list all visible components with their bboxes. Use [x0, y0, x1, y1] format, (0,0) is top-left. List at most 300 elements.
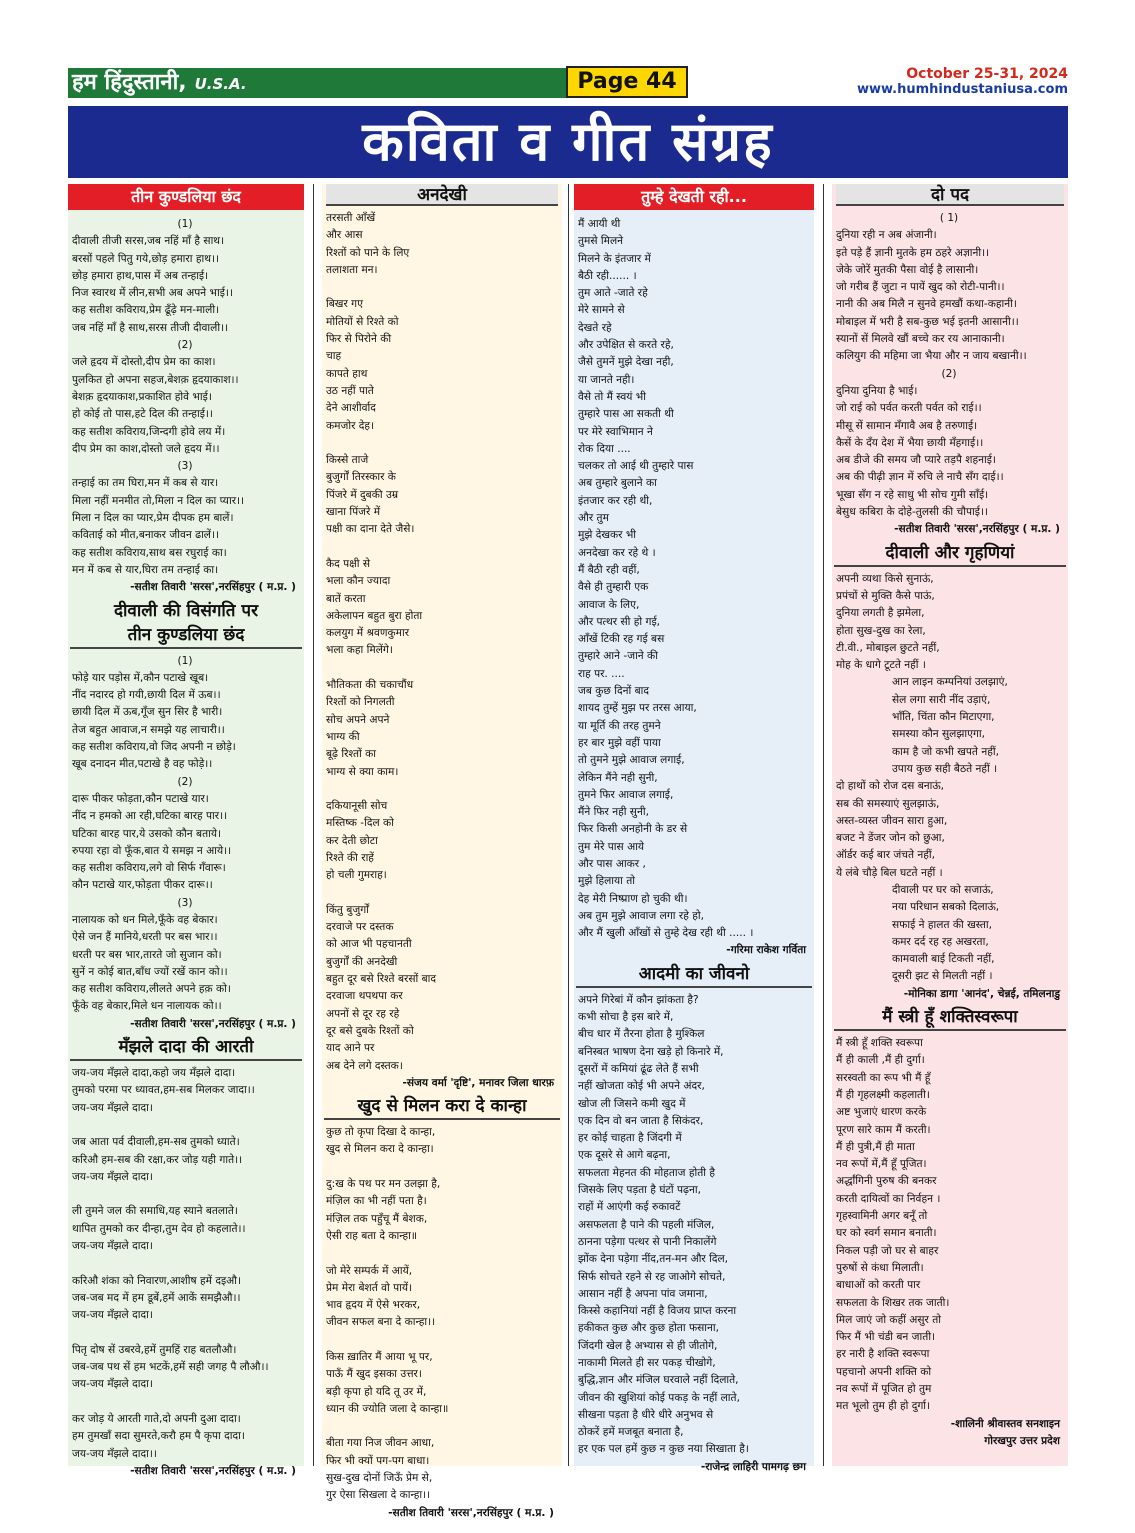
poem-line: मैं ही काली ,मैं ही दुर्गा। — [836, 1054, 925, 1067]
poem-line: दरवाजा थपथपा कर — [326, 990, 403, 1003]
poem-author: -सतीश तिवारी 'सरस',नरसिंहपुर ( म.प्र. ) — [894, 523, 1060, 536]
poem-line: एक दिन वो बन जाता है सिकंदर, — [578, 1114, 704, 1127]
poem-line: मीसू सें सामान मँगावै अब है तरुणाई। — [836, 419, 978, 432]
poem-line: नहीं खोजता कोई भी अपने अंदर, — [578, 1080, 705, 1093]
poem-line: मन में कब से यार,घिरा तम तन्हाई का। — [72, 563, 219, 576]
poem-line: कलियुग की महिमा जा भैया और न जाय बखानी।। — [836, 350, 1027, 363]
poem-line: (2) — [177, 775, 193, 788]
poem-line: या जानते नही। — [578, 373, 635, 386]
poem-line: खोज ली जिसने कमी खुद में — [578, 1097, 686, 1110]
poem-line: जय-जय मँझले दादा।। — [72, 1447, 157, 1460]
poem-line: याद आने पर — [326, 1042, 375, 1055]
poem-line: आसान नहीं है अपना पांव जमाना, — [578, 1287, 708, 1300]
poem-line: जेके जोरें मुतकी पैसा वोई है लासानी। — [836, 263, 979, 276]
poem-line: दु:ख के पथ पर मन उलझा है, — [326, 1178, 441, 1191]
poem-line: आवाज के लिए, — [578, 598, 640, 611]
poem-line: भाव हृदय में ऐसे भरकर, — [326, 1299, 421, 1312]
poem-line: पुलकित हो अपना सहज,बेशक़ हृदयाकाश।। — [72, 373, 239, 386]
poem-line: या मूर्ति की तरह तुमने — [578, 719, 661, 732]
poem-line: पिंजरे में दुबकी उम्र — [326, 488, 399, 501]
poem-line: कह सतीश कविराय,लगे वो सिर्फ गँवारू। — [72, 862, 226, 875]
poem-line: जिसके लिए पड़ता है घंटों पढ़ना, — [578, 1184, 701, 1197]
poem-title — [70, 599, 302, 649]
poem-line: ( 1) — [939, 212, 959, 224]
poem-line: नव रूपों में पूजित हो तुम — [836, 1383, 932, 1395]
poem-line: जय-जय मँझले दादा,कहो जय मँझले दादा। — [72, 1067, 236, 1080]
section-banner: कविता व गीत संग्रह — [68, 106, 1068, 178]
poem-line: उपाय कुछ सही बैठते नहीं । — [892, 762, 998, 775]
poem-line: दारू पीकर फोड़ता,कौन पटाखे यार। — [72, 792, 209, 805]
poem-line: दूर बसे दुबके रिश्तों को — [326, 1024, 414, 1037]
poem-line: जय-जय मँझले दादा। — [72, 1170, 153, 1183]
poem-line: मेरे सामने से — [578, 304, 625, 317]
poem-line: सेल लगा सारी नींद उड़ाएं, — [892, 693, 991, 706]
page-number: Page 44 — [566, 66, 688, 98]
poem-line: कभी सोचा है इस बारे में, — [578, 1011, 674, 1024]
poem-line: झोंक देना पड़ेगा नींद,तन-मन और दिल, — [578, 1253, 729, 1266]
poem-line: दुनिया रही न अब अंजानी। — [836, 229, 937, 242]
poem-line: पर मेरे स्वाभिमान ने — [578, 425, 653, 438]
poem-line: गृहस्वामिनी अगर बनूँ तो — [836, 1210, 928, 1223]
poem-title: अनदेखी — [326, 184, 558, 206]
column-divider — [313, 184, 314, 1466]
poem-line: तुमने फिर आवाज लगाई, — [578, 788, 674, 801]
column-divider — [823, 184, 824, 1466]
column-2 — [322, 184, 562, 1519]
poem-line — [326, 1245, 556, 1262]
poem-line: घटिका बारह पार,ये उसको कौन बताये। — [72, 827, 222, 840]
poem-line: आँखें टिकी रह गई बस — [578, 633, 665, 646]
poem-line: मत भूलो तुम ही हो दुर्गा। — [836, 1400, 931, 1413]
poem-line: फोड़े यार पड़ोस में,कौन पटाखे खूब। — [72, 671, 209, 684]
poem-line: मिल जाएं जो कहीं असुर तो — [836, 1313, 942, 1326]
poem-line: मस्तिष्क -दिल को — [326, 817, 394, 830]
poem-line: आन लाइन कम्पनियां उलझाएं, — [892, 676, 1008, 689]
poem-line: सोच अपने अपने — [326, 713, 390, 726]
poem-title: तीन कुण्डलिया छंद — [68, 184, 304, 210]
poem-line: जो मेरे सम्पर्क में आयें, — [326, 1264, 413, 1277]
poem-line: बीता गया निज जीवन आधा, — [326, 1437, 435, 1450]
poem-line: गुर ऐसा सिखला दे कान्हा।। — [326, 1489, 431, 1502]
poem-line: चाह — [326, 350, 342, 363]
poem-line: वैसे तो मैं स्वयं भी — [578, 390, 646, 403]
column-1 — [68, 184, 304, 1477]
poem-line: बहुत दूर बसे रिश्ते बरसों बाद — [326, 973, 437, 986]
poem-line: पुरुषों से कंधा मिलाती। — [836, 1261, 924, 1274]
poem-line: बातें करता — [326, 592, 366, 605]
poem-line: जब कुछ दिनों बाद — [578, 685, 649, 698]
poem-line: करती दायित्वों का निर्वहन । — [836, 1192, 941, 1205]
poem-line: जीवन की खुशियां कोई पकड़ के नहीं लाते, — [578, 1391, 740, 1404]
poem-line: कह सतीश कविराय,साथ बस रघुराई का। — [72, 546, 227, 559]
poem-line: समस्या कौन सुलझाएगा, — [892, 728, 986, 741]
poem-line: खूब दनादन मीत,पटाखे है वह फोड़े।। — [72, 758, 213, 771]
poem-line: पितृ दोष सें उबरवे,हमें तुमहिं राह बतलौऔ। — [72, 1343, 237, 1356]
poem-line: प्रपंचों से मुक्ति कैसे पाऊं, — [836, 589, 935, 602]
poem-body — [832, 1035, 1068, 1416]
poem-line: दुनिया लगती है झमेला, — [836, 607, 925, 620]
column-3 — [574, 184, 814, 1473]
poem-author: -संजय वर्मा 'दृष्टि', मनावर जिला धारफ़ — [402, 1076, 554, 1089]
poem-line: बिखर गए — [326, 298, 363, 311]
poem-line: नींद न हमको आ रही,घटिका बारह पार।। — [72, 810, 228, 823]
poem-line: रिश्ते की राहें — [326, 851, 374, 864]
poem-line: मुझे देखकर भी — [578, 529, 637, 542]
poem-line: देने आशीर्वाद — [326, 402, 376, 415]
poem-line: भाँति, चिंता कौन मिटाएगा, — [892, 711, 995, 724]
column-4 — [832, 184, 1068, 1466]
poem-line: मिलने के इंतजार में — [578, 252, 651, 265]
poem-line: कमर दर्द रह रह अखरता, — [892, 935, 989, 948]
poem-body — [832, 674, 1068, 778]
poem-line: फिर किसी अनहोनी के डर से — [578, 823, 688, 836]
poem-line: और उपेक्षित से करते रहे, — [578, 339, 674, 352]
poem-line: मिला नहीं मनमीत तो,मिला न दिल का प्यार।। — [72, 494, 245, 507]
poem-line: एक दूसरे से आगे बढ़ना, — [578, 1149, 671, 1162]
poem-body — [574, 216, 814, 942]
poem-body — [68, 1065, 304, 1463]
poem-line: शायद तुम्हें मुझ पर तरस आया, — [578, 702, 697, 715]
poem-line: सीखना पड़ता है धीरे धीरे अनुभव से — [578, 1408, 714, 1421]
poem-line: कह सतीश कविराय,लीलते अपने हक़ को। — [72, 983, 231, 996]
poem-line: लेकिन मैंने नही सुनी, — [578, 771, 658, 784]
poem-line: ध्यान की ज्योति जला दे कान्हा॥ — [326, 1402, 449, 1415]
poem-line: दूसरी झट से मिलती नहीं । — [892, 970, 993, 983]
poem-line: जले हृदय में दोस्तो,दीप प्रेम का काश। — [72, 356, 216, 369]
poem-body — [574, 992, 814, 1459]
poem-line: जय-जय मँझले दादा। — [72, 1309, 153, 1322]
poem-line: राहों में आएंगी कई रुकावटें — [578, 1201, 681, 1214]
poem-line: बैठी रही...... । — [578, 269, 637, 282]
poem-line: कुछ तो कृपा दिखा दे कान्हा, — [326, 1126, 436, 1139]
poem-line: फूँके वह बेकार,मिले धन नालायक को।। — [72, 1000, 222, 1013]
poem-line — [72, 1255, 298, 1272]
poem-line: और आस — [326, 229, 363, 242]
poem-title-line: दीवाली की विसंगति पर — [113, 600, 259, 621]
poem-line: छायी दिल में ऊब,गूँज सुन सिर है भारी। — [72, 706, 223, 719]
poem-line: प्रेम मेरा बेशर्त वो पायें। — [326, 1281, 413, 1294]
poem-line: बड़ी कृपा हो यदि तू उर में, — [326, 1385, 427, 1398]
poem-line: तुमको परमा पर ध्यावत,हम-सब मिलकर जादा।। — [72, 1084, 255, 1097]
poem-line: ऑर्डर कई बार जंचते नहीं, — [836, 849, 936, 862]
poem-line: निज स्वारथ में लीन,सभी अब अपने भाई।। — [72, 287, 233, 300]
publication-name: हम हिंदुस्तानी, — [72, 70, 187, 95]
poem-line: कह सतीश कविराय,वो जिद अपनी न छोड़े। — [72, 741, 236, 754]
poem-line: अनदेखा कर रहे थे । — [578, 546, 656, 559]
poem-line: फिर से पिरोने की — [326, 333, 392, 346]
poem-line: अब की पीढ़ी ज्ञान में रुचि ले नाचै सँग दाई।। — [836, 471, 1004, 484]
poem-line: (3) — [177, 460, 193, 473]
poem-line: बरसों पहले पितु गये,छोड़ हमारा हाथ।। — [72, 252, 220, 265]
poem-line: और पत्थर सी हो गई, — [578, 615, 661, 628]
poem-line: बीच धार में तैरना होता है मुश्किल — [578, 1028, 705, 1041]
poem-line — [326, 539, 556, 556]
poem-line: और पास आकर , — [578, 857, 646, 870]
poem-line — [326, 1418, 556, 1435]
poem-line: तुमसे मिलने — [578, 235, 624, 248]
poem-line: नालायक को धन मिले,फूँके वह बेकार। — [72, 913, 218, 926]
poem-line: बजट ने डेंजर जोन को छुआ, — [836, 832, 945, 845]
poem-line: अपनी व्यथा किसे सुनाऊं, — [836, 572, 934, 585]
poem-line: तुम आते -जाते रहे — [578, 287, 648, 300]
poem-line: देखते रहे — [578, 321, 612, 334]
poem-line: भूखा सँग न रहे साधु भी सोच गुमी साँई। — [836, 488, 989, 501]
poem-line: बाधाओं को करती पार — [836, 1279, 921, 1292]
website-link[interactable]: www.humhindustaniusa.com — [856, 82, 1068, 97]
poem-line: जब-जब मद में हम डूबें,हमें आकें समझैऔ।। — [72, 1291, 241, 1304]
poem-author: -सतीश तिवारी 'सरस',नरसिंहपुर ( म.प्र. ) — [388, 1506, 554, 1519]
poem-line: किस्से कहानियां नहीं है विजय प्राप्त करना — [578, 1305, 737, 1318]
poem-body — [832, 882, 1068, 986]
poem-line: और मैं खुली आँखों से तुम्हे देख रही थी ..... । — [578, 927, 754, 940]
poem-line: कह सतीश कविराय,जिन्दगी होवे लय में। — [72, 425, 226, 438]
poem-title: मँझले दादा की आरती — [70, 1035, 302, 1061]
poem-line: कर देती छोटा — [326, 834, 378, 847]
poem-author: -सतीश तिवारी 'सरस',नरसिंहपुर ( म.प्र. ) — [130, 1464, 296, 1477]
poem-line: मैं ही गृहलक्ष्मी कहलाती। — [836, 1088, 930, 1101]
poem-line: करिऔ हम-सब की रक्षा,कर जोड़ यही गाते।। — [72, 1153, 243, 1166]
poem-line — [326, 435, 556, 452]
poem-line: बूढ़े रिश्तों का — [326, 748, 376, 761]
poem-line: अकेलापन बहुत बुरा होता — [326, 609, 423, 622]
poem-line: कविताई को मीत,बनाकर जीवन ढालें।। — [72, 529, 220, 542]
poem-line: नया परिधान सबको दिलाऊं, — [892, 901, 1000, 914]
poem-body — [68, 653, 304, 1016]
poem-line: पूरण सारे काम मैं करती। — [836, 1123, 931, 1136]
poem-line: वैसे ही तुम्हारी एक — [578, 581, 649, 594]
poem-line: जय-जय मँझले दादा। — [72, 1240, 153, 1253]
poem-line: दो हाथों को रोज दस बनाऊं, — [836, 780, 945, 793]
poem-line: धरती पर बस भार,तारते जो सुजान को। — [72, 948, 222, 961]
poem-line — [72, 1325, 298, 1342]
poem-line: मोतियों से रिश्ते को — [326, 315, 399, 328]
poem-line: रिश्तों को पाने के लिए — [326, 246, 410, 259]
poem-line: बुजुर्गों तिरस्कार के — [326, 471, 396, 484]
poem-line: ऐसे जन हैं मानिये,धरती पर बस भार।। — [72, 931, 218, 944]
poem-line: अब तुम्हारे बुलाने का — [578, 477, 657, 490]
poem-line: पाऊँ मैं खुद इसका उत्तर। — [326, 1368, 422, 1381]
poem-line: सिर्फ सोचते रहने से रह जाओगे सोचते, — [578, 1270, 726, 1283]
poem-title: दो पद — [836, 184, 1064, 206]
poem-line: बनिस्बत भाषण देना खड़े हो किनारे में, — [578, 1045, 724, 1058]
poem-line: मिला न दिल का प्यार,प्रेम दीपक हम बालें। — [72, 512, 234, 525]
poem-line: जब-जब पथ सें हम भटकें,हमें सही जगह पै लौऔ।। — [72, 1361, 269, 1374]
poem-line: कामवाली बाई टिकती नहीं, — [892, 953, 995, 966]
poem-line: अपनों से दूर रह रहे — [326, 1007, 400, 1020]
poem-line: उठ नहीं पाते — [326, 384, 374, 397]
poem-line: मैं ही पुत्री,मैं ही माता — [836, 1140, 915, 1153]
poem-line: (2) — [177, 339, 193, 352]
poem-line: दकियानूसी सोच — [326, 800, 388, 813]
poem-line: भला कहा मिलेंगे। — [326, 644, 393, 657]
poem-line: कापते हाथ — [326, 367, 368, 380]
poem-line: असफलता है पाने की पहली मंजिल, — [578, 1218, 715, 1231]
poem-line: भला कौन ज्यादा — [326, 575, 391, 588]
poem-line: (2) — [941, 367, 957, 380]
poem-line: काम है जो कभी खपते नहीं, — [892, 745, 999, 758]
poem-line: मैंने फिर नही सुनी, — [578, 806, 649, 819]
poem-line: तेज बहुत आवाज,न समझे यह लाचारी।। — [72, 723, 225, 736]
poem-line: मंज़िल का भी नहीं पता है। — [326, 1195, 427, 1208]
poem-line: मैं बैठी रही वहीं, — [578, 563, 640, 576]
poem-line: जो गरीब हैं जुटा न पायें खुद को रोटी-पानी।। — [836, 281, 1005, 294]
poem-line: अब तुम मुझे आवाज लगा रहे हो, — [578, 909, 704, 922]
poem-title: खुद से मिलन करा दे कान्हा — [324, 1094, 560, 1120]
poem-line: (1) — [177, 654, 193, 667]
poem-line — [72, 1186, 298, 1203]
poem-line: हकीकत कुछ और कुछ होता फसाना, — [578, 1322, 720, 1335]
poem-line: राह पर. .... — [578, 667, 625, 680]
poem-author: -सतीश तिवारी 'सरस',नरसिंहपुर ( म.प्र. ) — [130, 1017, 296, 1030]
poem-line: जब आता पर्व दीवाली,हम-सब तुमको ध्याते। — [72, 1136, 240, 1149]
poem-line: दूसरों में कमियां ढूंढ लेते हैं सभी — [578, 1062, 699, 1075]
poem-line: सुनें न कोई बात,बाँध ज्यों रखें कान को।। — [72, 965, 228, 978]
poem-line — [326, 781, 556, 798]
poem-title: मैं स्त्री हूँ शक्तिस्वरूपा — [834, 1005, 1066, 1031]
poem-line: रुपया रहा वो फूँक,बात ये समझ न आये।। — [72, 844, 232, 857]
poem-line: दीप प्रेम का काश,दोस्तो जले हृदय में।। — [72, 442, 220, 455]
poem-title: आदमी का जीवनो — [576, 962, 812, 988]
poem-line: जैसे तुमनें मुझे देखा नही, — [578, 356, 674, 369]
poem-body — [832, 571, 1068, 675]
poem-author: -मोनिका डागा 'आनंद', चेन्नई, तमिलनाडु — [903, 987, 1060, 1000]
poem-line: किस ख़ातिर मैं आया भू पर, — [326, 1351, 433, 1363]
poem-line: जिंदगी खेल है अभ्यास से ही जीतोगे, — [578, 1339, 718, 1352]
poem-line: अब देने लगे दस्तक। — [326, 1059, 403, 1072]
poem-line: हम तुमखाँ सदा सुमरते,करौ हम पै कृपा दादा। — [72, 1430, 245, 1443]
poem-line: टी.वी., मोबाइल छुटते नहीं, — [836, 641, 940, 654]
poem-line: बेशक़ हृदयाकाश,प्रकाशित होवे भाई। — [72, 390, 212, 403]
poem-line: ऐसी राह बता दे कान्हा॥ — [326, 1229, 418, 1242]
poem-line: नव रूपों में,मैं हूँ पूजित। — [836, 1158, 927, 1171]
poem-line: हर एक पल हमें कुछ न कुछ नया सिखाता है। — [578, 1443, 749, 1456]
poem-line: कौन पटाखे यार,फोड़ता पीकर दारू।। — [72, 879, 213, 892]
column-divider — [568, 184, 569, 1466]
poem-line: बुद्धि,ज्ञान और मंजिल घरवाले नहीं दिलाते, — [578, 1374, 739, 1387]
poem-line: सफलता के शिखर तक जाती। — [836, 1296, 950, 1309]
poem-line: अपने गिरेबां में कौन झांकता है? — [578, 993, 699, 1006]
poem-body — [832, 210, 1068, 521]
poem-line: सब की समस्याएं सुलझाऊं, — [836, 797, 940, 810]
poem-body — [68, 216, 304, 579]
poem-line: कलयुग में श्रवणकुमार — [326, 627, 410, 640]
poem-line: भाग्य से क्या काम। — [326, 765, 399, 778]
poem-line: मुझे हिलाया तो — [578, 875, 636, 888]
poem-line: ठोकरें हमें मजबूत बनाता है, — [578, 1426, 684, 1439]
poem-line: घर को स्वर्ग समान बनाती। — [836, 1227, 937, 1240]
poem-line: तुम्हारे आने -जाने की — [578, 650, 658, 663]
poem-line: खुद से मिलन करा दे कान्हा। — [326, 1143, 434, 1156]
poem-line: कह सतीश कविराय,प्रेम ढूँढ़े मन-माली। — [72, 304, 220, 317]
poem-line: फिर भी क्यों पग-पग बाधा। — [326, 1454, 430, 1467]
poem-line: खाना पिंजरे में — [326, 506, 381, 519]
poem-line: जय-जय मँझले दादा। — [72, 1101, 153, 1114]
poem-line: सरस्वती का रूप भी मैं हूँ — [836, 1071, 931, 1084]
poem-line — [72, 1394, 298, 1411]
poem-line: किस्से ताजे — [326, 454, 369, 467]
poem-line: पहचानो अपनी शक्ति को — [836, 1365, 932, 1378]
poem-author: -गरिमा राकेश गर्विता — [726, 944, 806, 957]
poem-line: इंतजार कर रही थी, — [578, 494, 653, 507]
poem-line: ये लंबे चौड़े बिल घटते नहीं । — [836, 866, 943, 879]
poem-line: कैद पक्षी से — [326, 557, 371, 570]
poem-line: तन्हाई का तम घिरा,मन में कब से यार। — [72, 477, 219, 490]
poem-line: हर बार मुझे वहीं पाया — [578, 736, 661, 749]
poem-line: तरसती आँखें — [326, 212, 376, 224]
poem-line: नाकामी मिलते ही सर पकड़ चीखोगे, — [578, 1357, 716, 1369]
poem-line: कमजोर देह। — [326, 419, 375, 432]
poem-line: अष्ट भुजाएं धारण करके — [836, 1106, 927, 1119]
poem-title: दीवाली और गृहणियां — [834, 541, 1066, 567]
poem-author: -शालिनी श्रीवास्तव सनशाइन — [950, 1417, 1060, 1430]
poem-line: को आज भी पहचानती — [326, 938, 412, 951]
poem-line: हो चली गुमराह। — [326, 869, 387, 882]
poem-line: हर नारी है शक्ति स्वरूपा — [836, 1348, 930, 1361]
poem-line: थापित तुमको कर दीन्हा,तुम देव हो कहलाते।। — [72, 1222, 246, 1235]
poem-body — [322, 210, 562, 1075]
poem-line: सफाई ने हालत की खस्ता, — [892, 918, 993, 931]
poem-body — [322, 1124, 562, 1505]
poem-line: चलकर तो आई थी तुम्हारे पास — [578, 460, 694, 473]
poem-line: दीवाली पर घर को सजाऊं, — [892, 883, 994, 896]
poem-author: -सतीश तिवारी 'सरस',नरसिंहपुर ( म.प्र. ) — [130, 581, 296, 594]
poem-line: मोह के धागे टूटते नहीं । — [836, 659, 926, 672]
poem-line: छोड़ हमारा हाथ,पास में अब तन्हाई। — [72, 269, 209, 282]
poem-line: तो तुमने मुझे आवाज लगाई, — [578, 754, 685, 767]
poem-title: तुम्हे देखती रही... — [574, 184, 814, 210]
poem-line: (1) — [177, 218, 193, 230]
poem-line: ठानना पड़ेगा पत्थर से पानी निकालेंगे — [578, 1235, 717, 1248]
poem-line: हर कोई चाहता है जिंदगी में — [578, 1132, 682, 1145]
poem-line: रिश्तों को निगलती — [326, 696, 395, 709]
poem-line: मैं स्त्री हूँ शक्ति स्वरूपा — [836, 1037, 923, 1050]
poem-line: ली तुमने जल की समाधि,यह स्याने बतलाते। — [72, 1205, 238, 1218]
poem-author-place: गोरखपुर उत्तर प्रदेश — [984, 1434, 1060, 1447]
poem-author: -राजेन्द्र लाहिरी पामगढ़ छग — [700, 1460, 806, 1473]
poem-line: मंज़िल तक पहुँचू मैं बेशक, — [326, 1212, 428, 1225]
masthead — [68, 68, 1068, 100]
poem-line: मोबाइल में भरी है सब-कुछ भई इतनी आसानी।। — [836, 315, 1019, 328]
poem-line: इते पड़े हैं ज्ञानी मुतके हम ठहरे अज्ञानी।। — [836, 246, 990, 259]
poem-line: अब डीजे की समय जौ प्यारे तड़पै शहनाई। — [836, 454, 996, 467]
poem-line: जीवन सफल बना दे कान्हा।। — [326, 1316, 436, 1329]
poem-line: सुख-दुख दोनों जिऊँ प्रेम से, — [326, 1472, 433, 1485]
poem-line: नानी की अब मिलै न सुनवे हमखौं कथा-कहानी। — [836, 298, 1017, 311]
poem-line: दुनिया दुनिया है भाई। — [836, 384, 918, 397]
poem-line: निकल पड़ी जो घर से बाहर — [836, 1244, 939, 1257]
poem-line: मैं आयी थी — [578, 218, 621, 230]
poem-line: जो राई को पर्वत करती पर्वत को राई।। — [836, 402, 982, 415]
poem-line: अस्त-व्यस्त जीवन सारा हुआ, — [836, 814, 948, 827]
poem-line: दरवाजे पर दस्तक — [326, 921, 394, 934]
poem-line: देह मेरी निष्प्राण हो चुकी थी। — [578, 892, 688, 905]
poem-line — [326, 1332, 556, 1349]
poem-line: भौतिकता की चकाचौंध — [326, 679, 414, 692]
poem-line: कैसें के दँय देश में भैया छायी मँहगाई।। — [836, 436, 984, 449]
poem-line: तुम मेरे पास आये — [578, 840, 645, 853]
poem-line: तुम्हारे पास आ सकती थी — [578, 408, 674, 421]
poem-line: और तुम — [578, 512, 609, 525]
poem-line: जब नहिं माँ है साथ,सरस तीजी दीवाली।। — [72, 321, 229, 334]
poem-line: कर जोड़ ये आरती गाते,दो अपनी दुआ दादा। — [72, 1413, 241, 1425]
poem-line: होता सुख-दुख का रेला, — [836, 624, 926, 637]
poem-line: बेसुध कबिरा के दोहे-तुलसी की चौपाई।। — [836, 506, 988, 519]
poem-body — [832, 778, 1068, 882]
publication-region: U.S.A. — [194, 75, 247, 93]
poem-line: किंतु बुजुर्गों — [326, 903, 369, 916]
poem-line: तलाशता मन। — [326, 263, 378, 276]
poem-line — [326, 660, 556, 677]
